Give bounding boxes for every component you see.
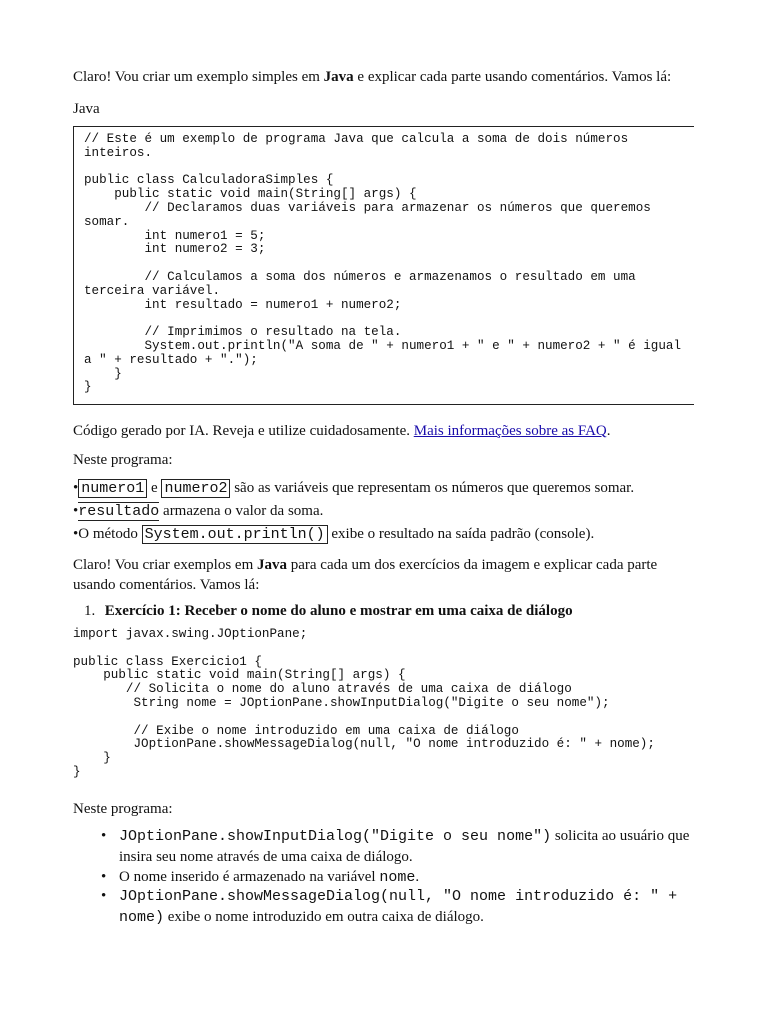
list-item: •resultado armazena o valor da soma. [73, 503, 324, 520]
list-item: • numero1 e numero2 são as variáveis que representam os números que queremos somar. [73, 480, 635, 497]
code-block-exercicio1[interactable] [73, 628, 695, 780]
code-language-label: Java [73, 101, 100, 117]
list-item: • JOptionPane.showInputDialog("Digite o seu nome") solicita ao usuário que insira seu nome através de uma caixa de diálogo. [101, 828, 690, 865]
list-item: • O nome inserido é armazenado na variável nome. [101, 869, 420, 886]
faq-link[interactable]: Mais informações sobre as FAQ [413, 423, 607, 439]
inline-code: numero2 [161, 479, 230, 498]
intro-paragraph: Claro! Vou criar um exemplo simples em Java e explicar cada parte usando comentários. Vamos lá: [73, 69, 672, 85]
inline-code: System.out.println() [142, 525, 328, 544]
code-block-calculadora[interactable] [73, 126, 694, 405]
inline-code: nome [379, 869, 416, 886]
list-item: • JOptionPane.showMessageDialog(null, "O nome introduzido é: " + nome) exibe o nome introduzido em outra caixa de diálogo. [101, 888, 678, 926]
list-item: •O método System.out.println() exibe o resultado na saída padrão (console). [73, 526, 595, 543]
intro-paragraph-2: Claro! Vou criar exemplos em Java para cada um dos exercícios da imagem e explicar cada parte usando comentários. Vamos lá: [73, 557, 658, 593]
inline-code: numero1 [78, 479, 147, 498]
exercise-heading: 1. Exercício 1: Receber o nome do aluno e mostrar em uma caixa de diálogo [84, 603, 573, 619]
inline-code: JOptionPane.showInputDialog("Digite o seu nome") [119, 828, 552, 845]
section-label: Neste programa: [73, 801, 173, 817]
inline-code: resultado [78, 503, 160, 520]
inline-code: JOptionPane.showMessageDialog(null, "O nome introduzido é: " + nome) [119, 888, 678, 926]
section-label: Neste programa: [73, 452, 173, 468]
code-text: // Este é um exemplo de programa Java que calcula a soma de dois números inteiros. public class CalculadoraSimples { public static void main(String[] args) { // Declaramos duas variáveis para armazenar os números que queremos somar. int numero1 = 5; int numero2 = 3; // Calculamos a soma dos números e armazenamos o resultado em uma terceira variável. int resultado = numero1 + numero2; // Imprimimos o resultado na tela. System.out.println("A soma de " + numero1 + " e " + numero2 + " é igual a " + resultado + "."); } } [84, 132, 682, 395]
code-text: import javax.swing.JOptionPane; public class Exercicio1 { public static void main(String[] args) { // Solicita o nome do aluno através de uma caixa de diálogo String nome = JOptionPane.showInputDialog("Digite o seu nome"); // Exibe o nome introduzido em uma caixa de diálogo JOptionPane.showMessageDialog(null, "O nome introduzido é: " + nome); } } [73, 627, 655, 779]
ai-disclaimer: Código gerado por IA. Reveja e utilize cuidadosamente. Mais informações sobre as FAQ. [73, 423, 611, 439]
